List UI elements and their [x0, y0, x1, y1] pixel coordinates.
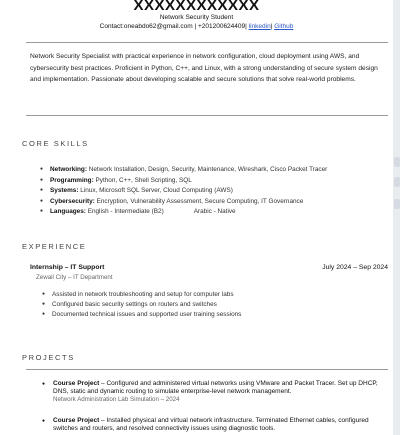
skill-value: Python, C++, Shell Scripting, SQL: [95, 176, 192, 184]
project-item: [42, 417, 388, 433]
duty-item: ● Documented technical issues and supported user training sessions: [42, 310, 241, 320]
project-description: – Installed physical and virtual network infrastructure. Terminated Ethernet cables, configured switches and routers, and resolved connectivity issues using diagnostic tools.: [53, 416, 369, 432]
skill-value: English - Intermediate (B2): [87, 208, 164, 216]
linkedin-link[interactable]: linkedin: [248, 23, 271, 30]
skill-label: Systems:: [50, 187, 79, 195]
project-label: Course Project: [53, 380, 100, 387]
side-scroll-handle[interactable]: [394, 157, 400, 167]
candidate-role: Network Security Student: [159, 14, 234, 21]
skill-item: [40, 176, 327, 187]
skill-label: Cybersecurity:: [50, 197, 95, 205]
github-link[interactable]: Github: [274, 23, 294, 30]
skill-value: Network Installation, Design, Security, Maintenance, Wireshark, Cisco Packet Tracer: [88, 166, 328, 173]
project-label: Course Project: [53, 416, 100, 424]
duties-list: [42, 290, 241, 320]
projects-list: [42, 380, 388, 435]
skill-label: Networking:: [50, 166, 87, 173]
skill-value: Linux, Microsoft SQL Server, Cloud Computing (AWS): [80, 187, 233, 195]
professional-summary: Network Security Specialist with practical experience in network configuration, cloud deployment using AWS, and cybersecurity best practices. Proficient in Python, C++, and Linux, with a strong understanding of secure system design and implementation. Passionate about developing scalable and secure solutions that solve real-world problems.: [30, 53, 378, 83]
skill-item: [40, 197, 327, 208]
candidate-name: XXXXXXXXXXXX: [133, 0, 260, 14]
contact-phone: +201200624409: [197, 23, 246, 30]
duty-item: ● Assisted in network troubleshooting and setup for computer labs: [42, 290, 241, 300]
contact-line: Contact:oneabdo62@gmail.com | +201200624409| linkedin| Github: [99, 23, 294, 30]
divider: [26, 369, 388, 370]
side-scroll-handle[interactable]: [394, 199, 400, 209]
side-scroll-handle[interactable]: [394, 177, 400, 187]
job-location: Zewail City – IT Department: [36, 274, 113, 281]
divider: [26, 42, 388, 43]
project-subtitle: Network Administration Lab Simulation – 2024: [53, 396, 180, 404]
contact-label: Contact:: [99, 23, 124, 30]
skill-label: Languages:: [50, 208, 86, 216]
skill-item: [40, 186, 327, 197]
skill-value: Arabic - Native: [193, 208, 236, 216]
skill-item: [40, 207, 327, 218]
skill-item: [40, 165, 327, 176]
skills-list: [40, 165, 327, 218]
duty-item: ● Configured basic security settings on routers and switches: [42, 300, 241, 310]
job-dates: July 2024 – Sep 2024: [322, 264, 388, 271]
contact-email: oneabdo62@gmail.com: [123, 23, 193, 30]
project-item: [42, 380, 388, 405]
project-description: – Configured and administered virtual networks using VMware and Packet Tracer. Set up DHCP, DNS, static and dynamic routing to simulate enterprise-level network management.: [53, 380, 378, 396]
job-title: Internship – IT Support: [30, 264, 105, 271]
skill-value: Encryption, Vulnerability Assessment, Secure Computing, IT Governance: [96, 197, 304, 205]
divider: [26, 115, 388, 116]
skill-label: Programming:: [50, 176, 94, 184]
section-title-projects: PROJECTS: [22, 353, 75, 362]
section-title-experience: EXPERIENCE: [22, 242, 87, 251]
section-title-core-skills: CORE SKILLS: [22, 139, 89, 148]
